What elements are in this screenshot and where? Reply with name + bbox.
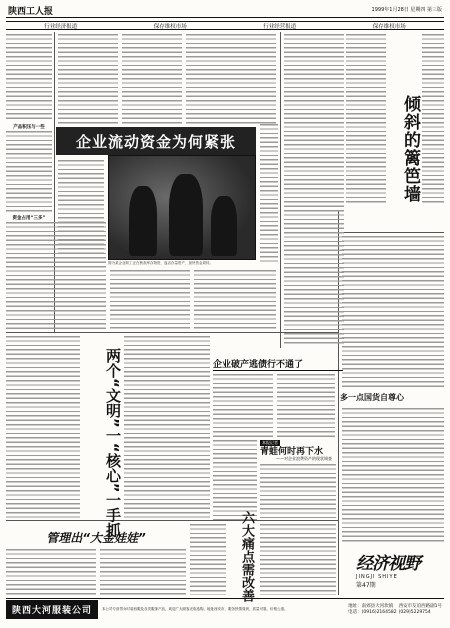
advert-phone-2: (029)5229754 — [398, 609, 431, 615]
column-logo-jingji — [356, 549, 444, 589]
article-text — [260, 524, 336, 595]
advert-phone: 电话：(0916)2164582 — [348, 609, 397, 615]
row-rule — [340, 232, 444, 233]
row-rule — [6, 520, 338, 521]
article-text — [194, 270, 276, 330]
article-text — [100, 549, 186, 595]
headline-vertical-left: 两个“文明”一“核心”一手抓 — [104, 348, 122, 538]
advert-address: 地址：南郊县大河坎镇 — [348, 603, 394, 609]
article-text — [186, 34, 276, 124]
advert-contact-2 — [399, 604, 444, 616]
advert-contact — [348, 604, 399, 616]
article-text — [346, 34, 386, 204]
issue-date: 1999年1月28日 星期四 第三版 — [371, 7, 442, 13]
article-text — [122, 34, 182, 124]
newspaper-logo: 陕西工人报 — [8, 7, 54, 17]
news-photo — [108, 155, 256, 260]
banner-item: 保存维权市场 — [153, 23, 187, 30]
subheading-products: 产品积压与一些 — [13, 125, 45, 130]
article-text — [6, 34, 52, 122]
article-text — [190, 524, 226, 595]
article-text — [342, 408, 444, 543]
banner-item: 行业经济报道 — [44, 23, 78, 30]
article-text — [58, 160, 104, 260]
headline-guanli: 管理出“大金娃娃” — [46, 530, 146, 545]
photo-caption: 图为某企业职工正在核查库存物资，盘活存量资产，加快资金周转。 — [108, 261, 213, 265]
article-text — [213, 440, 257, 520]
headline-qiye: 企业破产逃债行不通了 — [213, 357, 343, 371]
article-text — [58, 34, 118, 124]
advert-slogan: 本公司专营男女时装西服及各类服饰产品，欢迎广大顾客光临选购。地址西安市，服务热情周到，质量可靠，价格公道。 — [102, 607, 288, 611]
headline-qingwa-sub: ——对企业浪费资产的现状调查 — [276, 456, 332, 461]
headline-vertical-right: 倾斜的篱笆墙 — [400, 95, 420, 203]
article-text — [6, 131, 52, 213]
jingji-pinyin: JINGJI SHIYE — [356, 574, 398, 580]
article-text — [6, 336, 80, 518]
headline-qingwa: 青蛙何时再下水 — [260, 447, 324, 457]
footer-advert — [6, 598, 444, 620]
headline-duoyidian: 多一点国货自尊心 — [340, 393, 404, 402]
advert-company: 陕西大河服装公司 — [6, 600, 98, 619]
article-text — [277, 374, 335, 439]
article-text — [422, 34, 444, 204]
article-text — [260, 124, 278, 264]
article-text — [6, 549, 96, 595]
jingji-issue: 第47期 — [356, 582, 376, 589]
banner-item: 行业经营报道 — [263, 23, 297, 30]
article-text — [284, 34, 344, 344]
jingji-title: 经济视野 — [356, 554, 420, 574]
banner-item: 保存维权市场 — [372, 23, 406, 30]
photo-figure — [169, 174, 203, 256]
advert-address-2: 西安市友谊西路副1号 — [398, 603, 442, 609]
photo-figure — [211, 196, 237, 256]
article-text — [110, 270, 190, 330]
column-rule — [280, 32, 281, 348]
main-headline: 企业流动资金为何紧张 — [56, 127, 256, 155]
subheading-shortages: 资金占用“三多” — [12, 216, 46, 221]
headline-liuqi: 六大痛点需改善 — [239, 511, 254, 602]
article-text — [260, 464, 336, 520]
article-text — [124, 336, 210, 518]
article-text — [213, 374, 273, 439]
column-tag: 本报记者 — [262, 440, 278, 445]
section-banner — [6, 21, 444, 30]
photo-figure — [129, 186, 157, 256]
masthead — [6, 4, 444, 18]
article-text — [342, 236, 444, 388]
